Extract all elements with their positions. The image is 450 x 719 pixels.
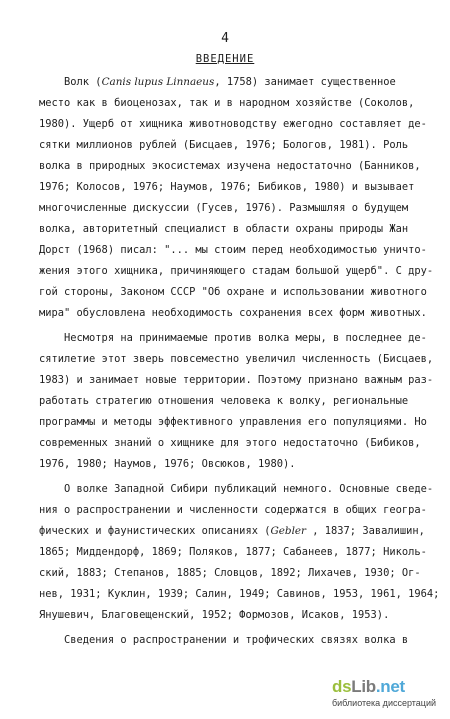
text-line <box>39 521 425 542</box>
text-line: 1865; Миддендорф, 1869; Поляков, 1877; Сабанеев, 1877; Николь- <box>39 546 427 558</box>
text-line <box>39 72 401 93</box>
watermark-logo-part: .net <box>375 677 405 696</box>
text-line: 1976, 1980; Наумов, 1976; Овсюков, 1980). <box>39 458 296 470</box>
text-line: Сведения о распространении и трофических связях волка в <box>39 634 409 646</box>
text-line: волка в природных экосистемах изучена недостаточно (Банников, <box>39 160 421 172</box>
text-line: жения этого хищника, причиняющего стадам большой ущерб". С дру- <box>39 265 434 277</box>
text-segment: , 1758) занимает существенное <box>214 76 396 88</box>
watermark-logo-text <box>332 677 405 697</box>
paragraph <box>39 72 434 324</box>
text-line: нев, 1931; Куклин, 1939; Салин, 1949; Савинов, 1953, 1961, 1964; <box>39 588 440 600</box>
text-line: 1976; Колосов, 1976; Наумов, 1976; Бибиков, 1980) и вызывает <box>39 181 415 193</box>
text-segment: Волк ( <box>39 76 102 88</box>
watermark-logo-part: Lib <box>351 677 376 696</box>
paragraph <box>39 479 440 626</box>
text-line: Дорст (1968) писал: "... мы стоим перед необходимостью уничто- <box>39 244 427 256</box>
text-line: работать стратегию отношения человека к волку, региональные <box>39 395 409 407</box>
text-line: программы и методы эффективного управления его популяциями. Но <box>39 416 427 428</box>
body-text <box>39 72 440 651</box>
paragraph <box>39 328 434 475</box>
text-line: ский, 1883; Степанов, 1885; Словцов, 1892; Лихачев, 1930; Ог- <box>39 567 421 579</box>
latin-name: Canis lupus Linnaeus <box>101 76 215 88</box>
section-heading: ВВЕДЕНИЕ <box>195 53 255 65</box>
text-line: сятки миллионов рублей (Бисцаев, 1976; Бологов, 1981). Роль <box>39 139 409 151</box>
text-line: О волке Западной Сибири публикаций немного. Основные сведе- <box>39 483 434 495</box>
text-line: волка, авторитетный специалист в области охраны природы Жан <box>39 223 409 235</box>
text-segment: , 1837; Завалишин, <box>306 525 425 537</box>
text-line: 1980). Ущерб от хищника животноводству ежегодно составляет де- <box>39 118 427 130</box>
text-line: Янушевич, Благовещенский, 1952; Формозов, Исаков, 1953). <box>39 609 390 621</box>
text-line: многочисленные дискуссии (Гусев, 1976). Размышляя о будущем <box>39 202 409 214</box>
text-line <box>39 500 427 521</box>
text-line: место как в биоценозах, так и в народном хозяйстве (Соколов, <box>39 97 415 109</box>
text-segment: ния о распространении и численности содержатся в общих геогра- <box>39 504 427 516</box>
text-line: 1983) и занимает новые территории. Поэтому признано важным раз- <box>39 374 434 386</box>
text-line: современных знаний о хищнике для этого недостаточно (Бибиков, <box>39 437 421 449</box>
text-segment: фических и фаунистических описаниях ( <box>39 525 271 537</box>
watermark-logo <box>332 677 436 711</box>
text-line: мира" обусловлена необходимость сохранения всех форм животных. <box>39 307 427 319</box>
text-line: сятилетие этот зверь повсеместно увеличил численность (Бисцаев, <box>39 353 434 365</box>
watermark-logo-part: ds <box>332 677 352 696</box>
text-line: гой стороны, Законом СССР "Об охране и использовании животного <box>39 286 427 298</box>
text-line: Несмотря на принимаемые против волка меры, в последнее де- <box>39 332 427 344</box>
paragraph <box>39 630 409 651</box>
page-number: 4 <box>221 31 229 46</box>
watermark-caption: библиотека диссертаций <box>332 698 437 708</box>
latin-name: Gebler <box>270 525 307 537</box>
